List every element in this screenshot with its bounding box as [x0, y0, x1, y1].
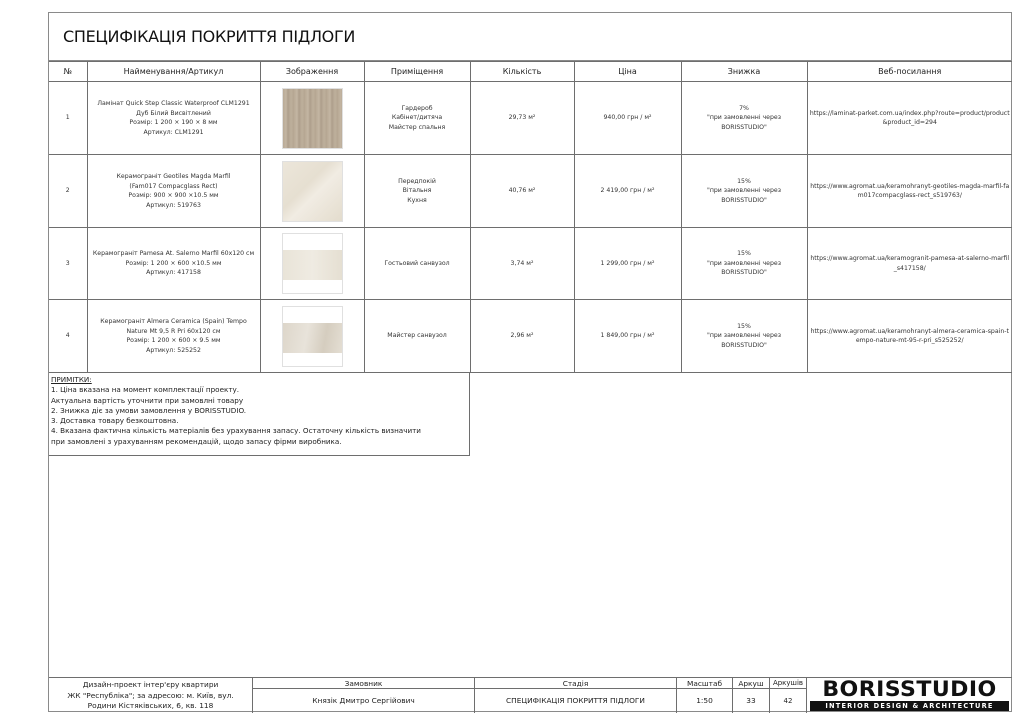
- room-cell: [364, 300, 470, 373]
- room-name: Майстер спальня: [388, 123, 446, 131]
- table-header-row: [49, 62, 1012, 82]
- room-name: Вітальня: [402, 187, 432, 195]
- discount-percent: 15%: [737, 322, 751, 330]
- product-name-line: Ламінат Quick Step Classic Waterproof CLM1291: [97, 100, 250, 107]
- customer-cell: [253, 678, 475, 713]
- product-size: Розмір: 1 200 × 190 × 8 мм: [129, 119, 218, 126]
- product-name-line: Керамограніт Pamesa At. Salerno Marfil 60x120 см: [92, 250, 255, 258]
- discount-note: BORISSTUDIO": [721, 341, 767, 349]
- product-name-line: (Fam017 Compacglass Rect): [129, 182, 218, 190]
- room-cell: [364, 82, 470, 155]
- col-header-web-link: Веб-посилання: [807, 62, 1012, 82]
- room-name: Гостьовий санвузол: [384, 259, 450, 267]
- price: 2 419,00 грн / м²: [574, 155, 681, 228]
- product-name-line: Керамограніт Almera Ceramica (Spain) Tempo: [100, 318, 247, 325]
- note-line: 2. Знижка діє за умови замовлення у BORISSTUDIO.: [51, 405, 247, 415]
- room-cell: [364, 228, 470, 300]
- scale-value: 1:50: [696, 696, 713, 705]
- product-size: Розмір: 900 × 900 ×10.5 мм: [128, 192, 219, 199]
- web-link[interactable]: https://www.agromat.ua/keramogranit-pamesa-at-salerno-marfil_s417158/: [807, 228, 1012, 300]
- notes-heading: ПРИМІТКИ:: [51, 375, 92, 384]
- col-header-discount: Знижка: [681, 62, 807, 82]
- discount-note: "при замовленні через: [706, 114, 781, 122]
- table-row: [49, 82, 1012, 155]
- discount-note: BORISSTUDIO": [721, 196, 767, 204]
- sheet-cell: [733, 678, 770, 713]
- sheet-value: 33: [746, 696, 756, 705]
- row-number: 4: [49, 300, 87, 373]
- product-image-cell: [260, 228, 364, 300]
- scale-cell: [677, 678, 733, 713]
- product-article: Артикул: CLM1291: [143, 128, 204, 136]
- product-name-line: Керамограніт Geotiles Magda Marfil: [116, 173, 231, 180]
- marble-tile-swatch: [282, 161, 343, 222]
- drawing-sheet: [48, 12, 1012, 712]
- project-description: [49, 678, 253, 713]
- room-name: Кухня: [407, 196, 427, 204]
- product-size: Розмір: 1 200 × 600 × 9.5 мм: [126, 337, 221, 344]
- slab-tile-swatch: [282, 233, 343, 294]
- discount-cell: [681, 300, 807, 373]
- stage-value: СПЕЦИФІКАЦІЯ ПОКРИТТЯ ПІДЛОГИ: [506, 696, 645, 705]
- product-article: Артикул: 519763: [146, 201, 201, 209]
- note-line: 4. Вказана фактична кількість матеріалів без урахування запасу. Остаточну кількість визначити: [51, 426, 421, 436]
- discount-percent: 15%: [737, 177, 751, 185]
- room-name: Майстер санвузол: [387, 332, 447, 340]
- product-name-line: Nature Mt 9,5 R Pri 60x120 см: [126, 327, 221, 335]
- project-line: ЖК "Республіка"; за адресою: м. Київ, вул.: [67, 690, 234, 700]
- quantity: 40,76 м²: [470, 155, 574, 228]
- discount-percent: 15%: [737, 250, 751, 258]
- table-row: [49, 228, 1012, 300]
- stage-label: Стадія: [475, 678, 676, 689]
- discount-note: "при замовленні через: [706, 332, 781, 340]
- product-image-cell: [260, 155, 364, 228]
- web-link[interactable]: https://www.agromat.ua/keramohranyt-almera-ceramica-spain-tempo-nature-mt-95-r-pri_s525252/: [807, 300, 1012, 373]
- table-row: [49, 300, 1012, 373]
- note-line: Актуальна вартість уточнити при замовлні товару: [51, 395, 244, 405]
- logo-wordmark: BORISSTUDIO: [822, 677, 997, 701]
- slab-tile-swatch: [282, 306, 343, 367]
- product-article: Артикул: 417158: [146, 269, 201, 277]
- project-line: Родини Кістяківських, 6, кв. 118: [87, 701, 214, 710]
- row-number: 3: [49, 228, 87, 300]
- room-name: Гардероб: [401, 104, 433, 112]
- discount-cell: [681, 82, 807, 155]
- title-block: [49, 677, 1012, 712]
- project-line: Дизайн-проект інтер'єру квартири: [82, 680, 219, 689]
- stage-cell: [475, 678, 677, 713]
- discount-cell: [681, 228, 807, 300]
- table-row: [49, 155, 1012, 228]
- product-article: Артикул: 525252: [146, 346, 201, 354]
- sheets-value: 42: [783, 697, 793, 705]
- col-header-quantity: Кількість: [470, 62, 574, 82]
- col-header-price: Ціна: [574, 62, 681, 82]
- product-name: [87, 300, 260, 373]
- note-line: при замовлені з урахуванням рекомендацій, щодо запасу фірми виробника.: [51, 436, 342, 446]
- row-number: 1: [49, 82, 87, 155]
- note-line: 1. Ціна вказана на момент комплектації проекту.: [51, 385, 240, 395]
- product-name: [87, 155, 260, 228]
- oak-laminate-swatch: [282, 88, 343, 149]
- discount-note: "при замовленні через: [706, 259, 781, 267]
- quantity: 29,73 м²: [470, 82, 574, 155]
- product-name: [87, 228, 260, 300]
- sheets-label: Аркушів: [770, 678, 806, 689]
- product-image-cell: [260, 82, 364, 155]
- title-row: [49, 13, 1011, 61]
- studio-logo: [807, 678, 1012, 713]
- product-name-line: Дуб Білий Висвітлений: [136, 109, 211, 117]
- col-header-room: Приміщення: [364, 62, 470, 82]
- note-line: 3. Доставка товару безкоштовна.: [51, 416, 179, 426]
- price: 940,00 грн / м²: [574, 82, 681, 155]
- discount-note: BORISSTUDIO": [721, 123, 767, 131]
- col-header-image: Зображення: [260, 62, 364, 82]
- scale-label: Масштаб: [677, 678, 732, 689]
- product-name: [87, 82, 260, 155]
- quantity: 3,74 м²: [470, 228, 574, 300]
- row-number: 2: [49, 155, 87, 228]
- customer-label: Замовник: [253, 678, 474, 689]
- room-cell: [364, 155, 470, 228]
- col-header-name: Найменування/Артикул: [87, 62, 260, 82]
- discount-percent: 7%: [739, 104, 749, 112]
- price: 1 299,00 грн / м²: [574, 228, 681, 300]
- logo-tagline: INTERIOR DESIGN & ARCHITECTURE: [810, 701, 1009, 711]
- product-image-cell: [260, 300, 364, 373]
- page-title: СПЕЦИФІКАЦІЯ ПОКРИТТЯ ПІДЛОГИ: [63, 27, 356, 46]
- discount-note: "при замовленні через: [706, 187, 781, 195]
- price: 1 849,00 грн / м²: [574, 300, 681, 373]
- room-name: Передпокій: [398, 177, 436, 185]
- quantity: 2,96 м²: [470, 300, 574, 373]
- col-header-number: №: [49, 62, 87, 82]
- sheet-label: Аркуш: [733, 678, 769, 689]
- discount-note: BORISSTUDIO": [721, 269, 767, 277]
- product-size: Розмір: 1 200 × 600 ×10.5 мм: [125, 259, 222, 267]
- room-name: Кабінет/дитяча: [391, 114, 443, 122]
- web-link[interactable]: https://laminat-parket.com.ua/index.php?route=product/product&product_id=294: [807, 82, 1012, 155]
- discount-cell: [681, 155, 807, 228]
- notes-box: [49, 373, 470, 456]
- web-link[interactable]: https://www.agromat.ua/keramohranyt-geotiles-magda-marfil-fam017compacglass-rect_s519763/: [807, 155, 1012, 228]
- customer-value: Князік Дмитро Сергійович: [312, 696, 415, 705]
- specification-table: [49, 61, 1012, 373]
